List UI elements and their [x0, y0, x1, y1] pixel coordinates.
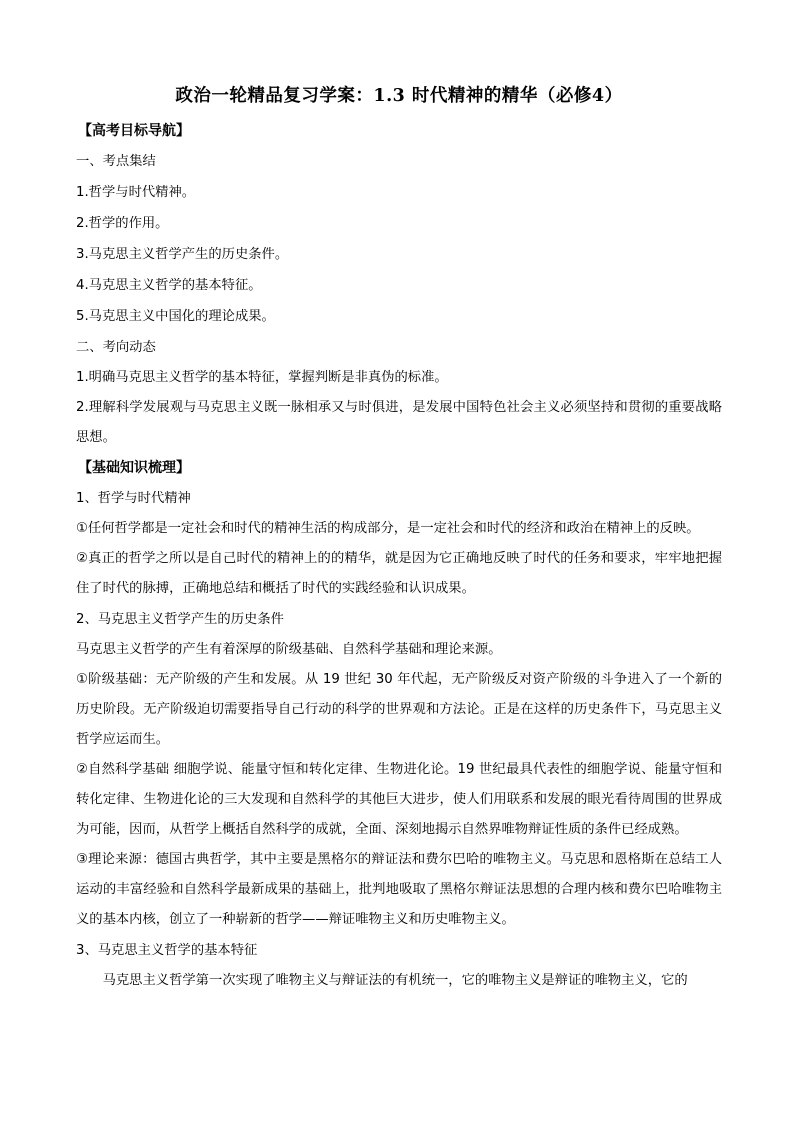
subsection-heading-trends: 二、考向动态: [76, 340, 156, 355]
topic-paragraph: ②真正的哲学之所以是自己时代的精神上的的精华，就是因为它正确地反映了时代的任务和要求，牢牢地把握住了时代的脉搏，正确地总结和概括了时代的实践经验和认识成果。: [76, 551, 722, 596]
section-heading-exam-goals: 【高考目标导航】: [78, 123, 190, 139]
trend-item: 2.理解科学发展观与马克思主义既一脉相承又与时俱进，是发展中国特色社会主义必须坚持和贯彻的重要战略思想。: [76, 400, 722, 445]
key-point-item: 5.马克思主义中国化的理论成果。: [76, 309, 275, 324]
trend-item: 1.明确马克思主义哲学的基本特征，掌握判断是非真伪的标准。: [76, 370, 448, 385]
topic-heading-philosophy-spirit: 1、哲学与时代精神: [76, 491, 191, 506]
topic-intro: 马克思主义哲学的产生有着深厚的阶级基础、自然科学基础和理论来源。: [76, 642, 502, 657]
document-title: 政治一轮精品复习学案：1.3 时代精神的精华（必修4）: [175, 86, 623, 106]
topic-paragraph: ①任何哲学都是一定社会和时代的精神生活的构成部分，是一定社会和时代的经济和政治在精神上的反映。: [76, 521, 700, 536]
topic-paragraph: ②自然科学基础 细胞学说、能量守恒和转化定律、生物进化论。19 世纪最具代表性的细胞学说、能量守恒和转化定律、生物进化论的三大发现和自然科学的其他巨大进步，使人们用联系和发展的眼光看待周围的世界成为可能，因而，从哲学上概括自然科学的成就，全面、深刻地揭示自然界唯物辩证性质的条件已经成熟。: [76, 762, 722, 837]
topic-paragraph: ①阶级基础：无产阶级的产生和发展。从 19 世纪 30 年代起，无产阶级反对资产阶级的斗争进入了一个新的历史阶段。无产阶级迫切需要指导自己行动的科学的世界观和方法论。正是在这样的历史条件下，马克思主义哲学应运而生。: [76, 672, 722, 747]
topic-heading-historical-conditions: 2、马克思主义哲学产生的历史条件: [76, 612, 284, 627]
topic-paragraph: ③理论来源：德国古典哲学，其中主要是黑格尔的辩证法和费尔巴哈的唯物主义。马克思和恩格斯在总结工人运动的丰富经验和自然科学最新成果的基础上，批判地吸取了黑格尔辩证法思想的合理内核和费尔巴哈唯物主义的基本内核，创立了一种崭新的哲学——辩证唯物主义和历史唯物主义。: [76, 852, 722, 927]
key-point-item: 4.马克思主义哲学的基本特征。: [76, 278, 262, 293]
key-point-item: 2.哲学的作用。: [76, 216, 169, 231]
key-point-item: 1.哲学与时代精神。: [76, 185, 196, 200]
topic-heading-basic-features: 3、马克思主义哲学的基本特征: [76, 943, 258, 958]
subsection-heading-key-points: 一、考点集结: [76, 154, 156, 169]
section-heading-basic-knowledge: 【基础知识梳理】: [78, 460, 190, 476]
topic-paragraph: 马克思主义哲学第一次实现了唯物主义与辩证法的有机统一，它的唯物主义是辩证的唯物主义，它的: [102, 973, 688, 988]
key-point-item: 3.马克思主义哲学产生的历史条件。: [76, 247, 289, 262]
